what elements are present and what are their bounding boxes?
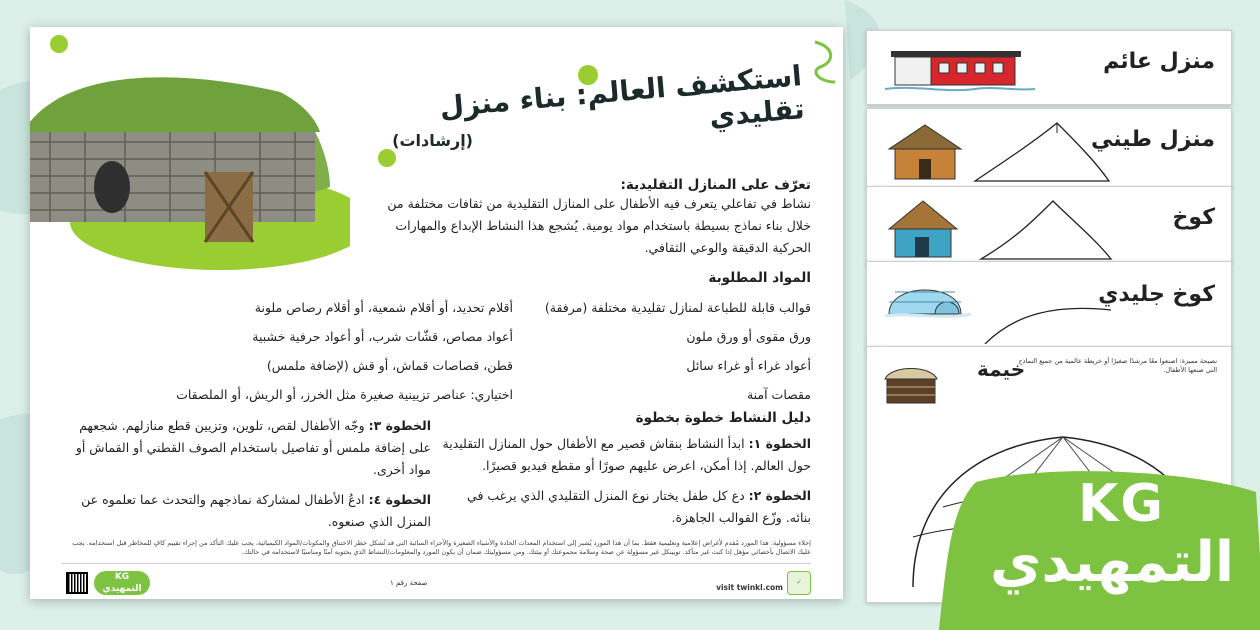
list-item: أعواد غراء أو غراء سائل: [686, 358, 811, 373]
step-text: ابدأ النشاط بنقاش قصير مع الأطفال حول المنازل التقليدية حول العالم. إذا أمكن، اعرض عليهم صورًا أو مقطع فيديو قصيرًا.: [442, 436, 811, 473]
step-2: [439, 485, 811, 529]
houseboat-icon: [885, 45, 1035, 95]
step-3: [61, 415, 431, 481]
page-number: صفحة رقم ١: [390, 579, 428, 587]
disclaimer: إخلاء مسؤولية: هذا المورد مُقدم لأغراض إعلامية وتعليمية فقط. بما أن هذا المورد يُشير إلى استخدام المعدات الحادة والأشياء الصغيرة والأجزاء السائبة التي قد تُشكل خطر الاختناق والمكونات/المواد الكيميائية، يجب عليك التأكد من إجراء تقييم كافٍ للمخاطر قبل استخدامه. يجب عليك الاتصال بأخصائي مؤهل إذا كنت غير متأكد. تويينكل غير مسؤولة عن صحة وسلامة مجموعتك أو بيئتك. ومن مسؤوليتك ضمان أن يكون المورد والمعلومات/النشاط الذي يحتويه آمنًا ومناسبًا لاستخدامه في حالتك.: [72, 539, 811, 556]
card-label: كوخ جليدي: [1098, 282, 1215, 307]
card-mud-house: [866, 108, 1232, 188]
step-text: ادعُ الأطفال لمشاركة نماذجهم والتحدث عما تعلموه عن المنزل الذي صنعوه.: [81, 492, 431, 529]
step-label: الخطوة ٣:: [368, 418, 431, 433]
intro-heading: تعرّف على المنازل التقليدية:: [620, 177, 811, 193]
step-4: [61, 489, 431, 533]
card-label: منزل طيني: [1091, 127, 1215, 152]
step-label: الخطوة ١:: [748, 436, 811, 451]
materials-list-right: [481, 293, 811, 409]
page-subtitle: (إرشادات): [392, 131, 473, 150]
steps-left: [61, 415, 431, 541]
footer-divider: [62, 563, 811, 564]
card-houseboat: [866, 30, 1232, 105]
igloo-icon: [885, 274, 1125, 344]
intro-section: [371, 177, 811, 259]
visit-link[interactable]: visit twinkl.com: [716, 583, 783, 592]
hut-icon: [885, 199, 1115, 263]
list-item: مقصات آمنة: [746, 387, 811, 402]
decorative-dot: [50, 35, 68, 53]
step-text: وجّه الأطفال لقص، تلوين، وتزيين قطع منازلهم. شجعهم على إضافة ملمس أو تفاصيل باستخدام الصوف القطني أو القماش أو مواد أخرى.: [75, 418, 431, 477]
step-1: [439, 433, 811, 477]
twinkl-logo-icon: ✓: [787, 571, 811, 595]
card-igloo: [866, 261, 1232, 349]
intro-text: نشاط في تفاعلي يتعرف فيه الأطفال على المنازل التقليدية من ثقافات مختلفة من خلال بناء نماذج بسيطة باستخدام مواد يومية. يُشجع هذا النشاط الإبداع والمهارات الحركية الدقيقة والوعي الثقافي.: [387, 196, 811, 255]
card-label: خيمة: [977, 357, 1026, 381]
steps-right: [439, 433, 811, 537]
guide-heading: دليل النشاط خطوة بخطوة: [635, 410, 811, 426]
qr-code-icon: [66, 572, 88, 594]
decorative-swirl: [810, 37, 840, 87]
list-item: قوالب قابلة للطباعة لمنازل تقليدية مختلفة (مرفقة): [544, 300, 811, 315]
list-item: ورق مقوى أو ورق ملون: [686, 329, 811, 344]
instruction-page: [30, 27, 843, 599]
title-block: [363, 59, 806, 150]
step-label: الخطوة ٢:: [748, 488, 811, 503]
list-item: اختياري: عناصر تزيينية صغيرة مثل الخرز، أو الريش، أو الملصقات: [176, 387, 513, 402]
materials-list-left: [93, 293, 513, 409]
kg-logo-small: KG التمهيدي: [94, 571, 150, 595]
list-item: قطن، قصاصات قماش، أو قش (لإضافة ملمس): [266, 358, 513, 373]
page-title: استكشف العالم: بناء منزل تقليدي: [438, 59, 806, 134]
card-label: منزل عائم: [1103, 49, 1215, 74]
list-item: أقلام تحديد، أو أقلام شمعية، أو أقلام رصاص ملونة: [254, 300, 513, 315]
list-item: أعواد مصاص، قشّات شرب، أو أعواد حرفية خشبية: [252, 329, 513, 344]
card-label: كوخ: [1172, 205, 1215, 230]
tip-text: نصيحة مميزة: اصنعوا معًا مرشدًا صغيرًا أو خريطة عالمية من جميع النماذج التي صنعها الأطفال.: [1018, 357, 1217, 374]
mud-house-icon: [885, 121, 1115, 187]
materials-heading: المواد المطلوبة: [708, 270, 811, 286]
kg-badge-line1: KG: [1078, 474, 1165, 534]
kg-badge-line2: التمهيدي: [990, 530, 1235, 595]
yurt-icon: [881, 359, 941, 409]
step-text: دع كل طفل يختار نوع المنزل التقليدي الذي يرغب في بنائه. وزّع القوالب الجاهزة.: [467, 488, 811, 525]
card-hut: [866, 186, 1232, 264]
stone-house-illustration: [30, 47, 350, 277]
step-label: الخطوة ٤:: [368, 492, 431, 507]
